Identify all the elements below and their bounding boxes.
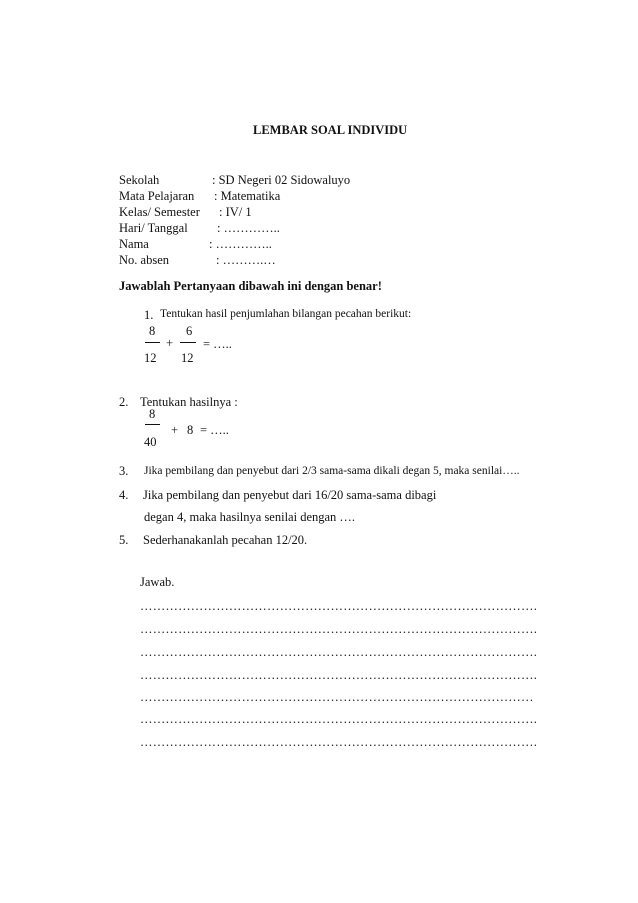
q1-text: Tentukan hasil penjumlahan bilangan pecahan berikut: [160, 308, 412, 320]
q3-text: Jika pembilang dan penyebut dari 2/3 sama-sama dikali degan 5, maka senilai….. [144, 465, 520, 477]
field-label-no-absen: No. absen [119, 253, 169, 267]
q2-denominator: 40 [144, 435, 157, 449]
q4-text: Jika pembilang dan penyebut dari 16/20 sama-sama dibagi [143, 488, 437, 502]
instruction: Jawablah Pertanyaan dibawah ini dengan benar! [119, 279, 382, 293]
field-value-kelas-semester: : IV/ 1 [219, 205, 252, 219]
q1-denominator-1: 12 [144, 351, 157, 365]
q2-plus-sign: + [171, 423, 179, 437]
field-value-hari-tanggal: : ………….. [217, 221, 280, 235]
q2-fraction-bar [145, 424, 160, 425]
q4-text-continued: degan 4, maka hasilnya senilai dengan …. [144, 510, 356, 524]
field-value-mata-pelajaran: : Matematika [214, 189, 281, 203]
q1-numerator-1: 8 [149, 324, 156, 338]
answer-line: …………………………………………………………………………………. [140, 712, 538, 726]
answer-line: …………………………………………………………………………………. [140, 645, 538, 659]
field-value-nama: : ………….. [209, 237, 272, 251]
answer-line: …………………………………………………………………………………. [140, 599, 538, 613]
field-label-hari-tanggal: Hari/ Tanggal [119, 221, 188, 235]
q1-equals: = ….. [203, 337, 232, 351]
answer-line: …………………………………………………………………………………. [140, 622, 538, 636]
q4-number: 4. [119, 488, 129, 502]
answer-line: …………………………………………………………………………………. [140, 735, 538, 749]
q3-number: 3. [119, 464, 129, 478]
field-label-nama: Nama [119, 237, 149, 251]
q5-text: Sederhanakanlah pecahan 12/20. [143, 533, 308, 547]
answer-label: Jawab. [140, 575, 175, 589]
field-label-sekolah: Sekolah [119, 173, 160, 187]
field-value-no-absen: : ……….… [216, 253, 276, 267]
q1-numerator-2: 6 [186, 324, 193, 338]
field-value-sekolah: : SD Negeri 02 Sidowaluyo [212, 173, 351, 187]
q2-number: 2. [119, 395, 129, 409]
page-title: LEMBAR SOAL INDIVIDU [253, 123, 408, 137]
q1-fraction-bar-2 [180, 342, 196, 343]
q2-numerator: 8 [149, 407, 156, 421]
q2-equals: = ….. [200, 423, 229, 437]
field-label-mata-pelajaran: Mata Pelajaran [119, 189, 195, 203]
answer-line: …………………………………………………………………………………. [140, 668, 538, 682]
q1-denominator-2: 12 [181, 351, 194, 365]
answer-line: ………………………………………………………………………………… [140, 690, 534, 704]
q5-number: 5. [119, 533, 129, 547]
q1-plus-sign: + [166, 336, 174, 350]
q2-whole-number: 8 [187, 423, 194, 437]
q1-number: 1. [144, 308, 154, 322]
field-label-kelas-semester: Kelas/ Semester [119, 205, 200, 219]
q1-fraction-bar-1 [145, 342, 160, 343]
q2-text: Tentukan hasilnya : [140, 395, 238, 409]
